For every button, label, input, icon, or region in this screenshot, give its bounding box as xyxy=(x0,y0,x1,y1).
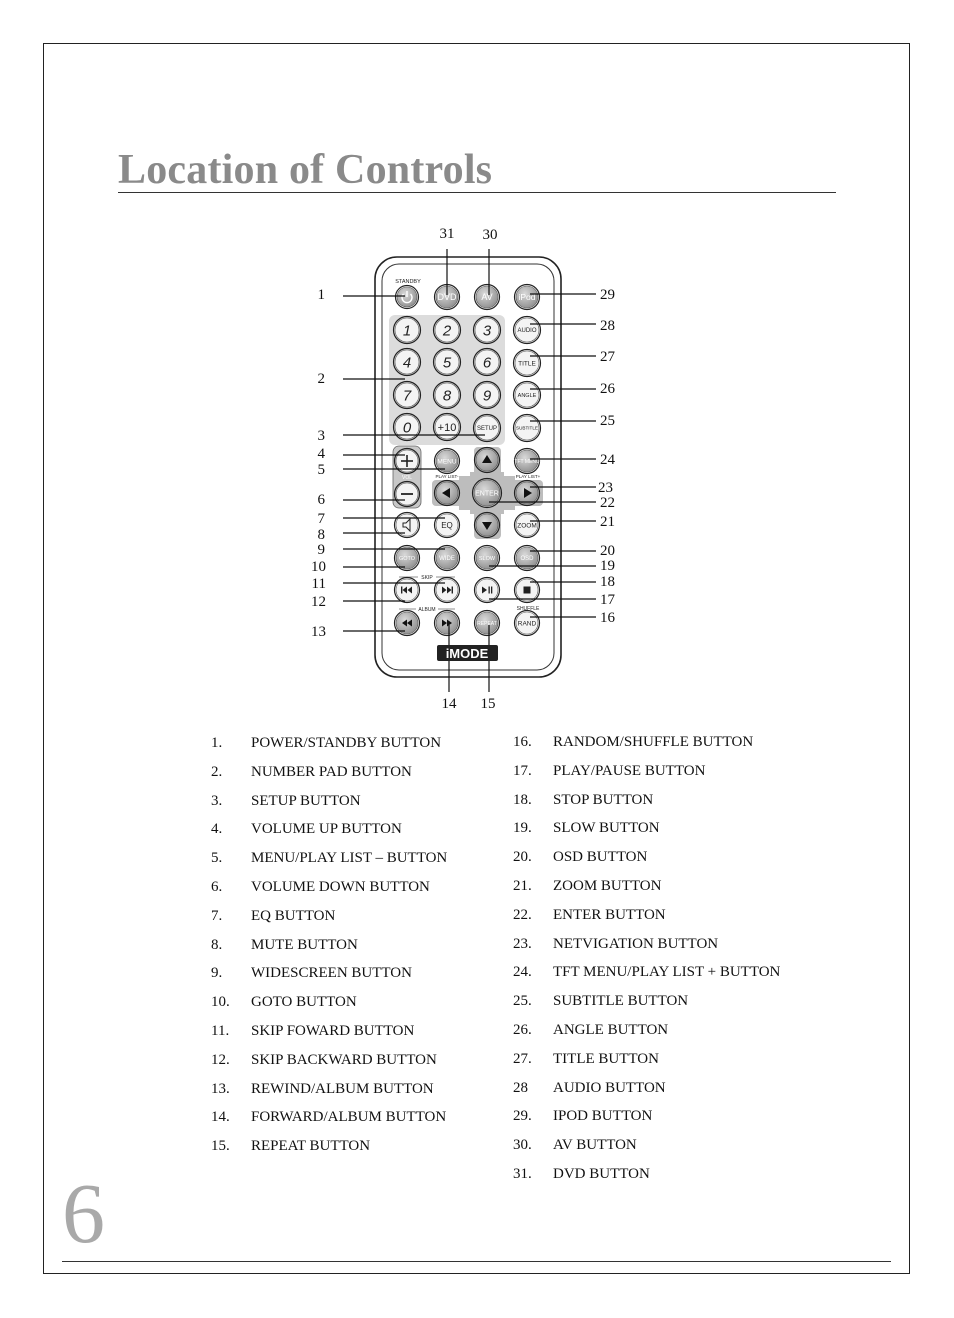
d8-button-label: 8 xyxy=(442,387,452,405)
osd-button-label: OSD xyxy=(520,556,534,563)
voldown-button[interactable] xyxy=(395,482,420,507)
plus10-button[interactable] xyxy=(434,414,461,441)
callout-number-8: 8 xyxy=(317,527,325,543)
control-label: PLAY/PAUSE BUTTON xyxy=(553,762,706,779)
d1-button-label: 1 xyxy=(402,322,412,340)
control-number: 18. xyxy=(513,791,532,808)
control-label: REWIND/ALBUM BUTTON xyxy=(251,1080,434,1097)
subtitle-button[interactable] xyxy=(514,415,541,442)
control-number: 1. xyxy=(211,735,223,751)
slow-button[interactable] xyxy=(475,546,500,571)
d8-button[interactable] xyxy=(434,382,461,409)
control-number: 8. xyxy=(211,936,223,953)
control-label: WIDESCREEN BUTTON xyxy=(251,965,412,982)
volup-button[interactable] xyxy=(395,449,420,474)
menu-button[interactable] xyxy=(435,449,460,474)
callout-number-26: 26 xyxy=(600,381,615,397)
callout-number-30: 30 xyxy=(482,227,498,243)
rand-button-label: RAND xyxy=(517,620,537,628)
callout-number-5: 5 xyxy=(317,462,325,478)
callout-number-18: 18 xyxy=(600,574,615,590)
up-button[interactable] xyxy=(475,448,500,473)
control-number: 25. xyxy=(513,993,532,1010)
callout-number-2: 2 xyxy=(317,371,325,387)
next-button[interactable] xyxy=(435,578,460,603)
control-number: 20. xyxy=(513,849,532,866)
stop-icon xyxy=(524,587,531,594)
callout-number-28: 28 xyxy=(600,318,615,334)
control-number: 4. xyxy=(211,821,223,838)
control-number: 12. xyxy=(211,1051,230,1068)
callout-number-29: 29 xyxy=(600,287,615,303)
d3-button[interactable] xyxy=(474,317,501,344)
control-label: SKIP BACKWARD BUTTON xyxy=(251,1051,437,1068)
callout-number-24: 24 xyxy=(600,452,615,468)
enter-button[interactable] xyxy=(473,479,502,508)
control-label: TFT MENU/PLAY LIST + BUTTON xyxy=(553,964,781,981)
eq-button-label: EQ xyxy=(441,520,453,530)
enter-button-label: ENTER xyxy=(475,490,499,498)
down-button[interactable] xyxy=(475,513,500,538)
d0-button-label: 0 xyxy=(402,419,412,437)
repeat-button[interactable] xyxy=(475,611,500,636)
control-label: AV BUTTON xyxy=(553,1137,637,1154)
control-number: 30. xyxy=(513,1137,532,1154)
callout-number-20: 20 xyxy=(600,543,615,559)
control-label: RANDOM/SHUFFLE BUTTON xyxy=(553,734,754,750)
callout-number-21: 21 xyxy=(600,514,615,530)
control-label: MENU/PLAY LIST – BUTTON xyxy=(251,850,448,867)
control-number: 22. xyxy=(513,906,532,923)
callout-number-22: 22 xyxy=(600,495,615,511)
tftmenu-button-label: TFT MENU xyxy=(514,458,540,465)
ipod-button[interactable] xyxy=(515,285,540,310)
d2-button[interactable] xyxy=(434,317,461,344)
goto-button-label: GOTO xyxy=(398,555,416,562)
d6-button[interactable] xyxy=(474,349,501,376)
repeat-button-label: REPEAT xyxy=(477,620,497,627)
control-number: 28 xyxy=(513,1079,528,1096)
callout-number-19: 19 xyxy=(600,558,615,574)
av-button-label: AV xyxy=(481,292,493,303)
zoom-button-label: ZOOM xyxy=(517,522,537,530)
control-label: VOLUME UP BUTTON xyxy=(251,821,402,838)
play-list-minus-label: PLAY LIST- xyxy=(435,474,459,479)
control-label: REPEAT BUTTON xyxy=(251,1138,371,1155)
control-label: ZOOM BUTTON xyxy=(553,878,662,894)
control-number: 2. xyxy=(211,763,223,780)
control-number: 26. xyxy=(513,1022,532,1038)
callout-number-13: 13 xyxy=(311,624,326,640)
control-number: 10. xyxy=(211,994,230,1011)
control-number: 6. xyxy=(211,879,223,895)
control-number: 21. xyxy=(513,878,532,894)
control-label: TITLE BUTTON xyxy=(553,1050,659,1067)
control-number: 24. xyxy=(513,964,532,981)
osd-button[interactable] xyxy=(515,546,540,571)
d5-button-label: 5 xyxy=(442,354,452,372)
title-button[interactable] xyxy=(514,350,541,377)
control-number: 19. xyxy=(513,820,532,837)
control-number: 27. xyxy=(513,1050,532,1067)
album-label: ALBUM xyxy=(418,607,436,613)
left-button[interactable] xyxy=(435,481,460,506)
control-label: OSD BUTTON xyxy=(553,849,648,866)
callout-number-25: 25 xyxy=(600,413,615,429)
control-number: 7. xyxy=(211,907,223,924)
control-label: GOTO BUTTON xyxy=(251,994,357,1011)
ipod-button-label: iPod xyxy=(518,291,536,302)
setup-button-label: SETUP xyxy=(476,426,498,433)
setup-button[interactable] xyxy=(474,415,501,442)
control-label: VOLUME DOWN BUTTON xyxy=(251,879,430,895)
eq-button[interactable] xyxy=(435,513,460,538)
callout-number-3: 3 xyxy=(317,428,325,444)
standby-label: STANDBY xyxy=(395,279,421,285)
prev-button[interactable] xyxy=(395,578,420,603)
control-label: ENTER BUTTON xyxy=(553,906,666,923)
callout-number-6: 6 xyxy=(317,492,325,508)
shuffle-label: SHUFFLE xyxy=(516,606,540,612)
av-button[interactable] xyxy=(475,285,500,310)
tftmenu-button[interactable] xyxy=(514,449,540,474)
control-label: DVD BUTTON xyxy=(553,1166,650,1182)
d5-button[interactable] xyxy=(434,349,461,376)
d4-button-label: 4 xyxy=(402,354,412,372)
callout-number-11: 11 xyxy=(311,576,326,592)
control-label: NUMBER PAD BUTTON xyxy=(251,763,412,780)
rand-button[interactable] xyxy=(515,611,540,636)
plus10-button-label: +10 xyxy=(437,421,457,434)
bottom-divider xyxy=(62,1261,891,1262)
control-number: 11. xyxy=(211,1023,230,1039)
angle-button-label: ANGLE xyxy=(517,392,537,399)
callout-number-31: 31 xyxy=(439,226,455,242)
control-label: POWER/STANDBY BUTTON xyxy=(251,735,442,751)
d7-button-label: 7 xyxy=(402,387,412,405)
audio-button-label: AUDIO xyxy=(517,328,537,335)
control-number: 31. xyxy=(513,1166,532,1182)
control-number: 17. xyxy=(513,762,532,779)
d9-button-label: 9 xyxy=(482,387,492,405)
control-number: 3. xyxy=(211,792,223,809)
rew-button[interactable] xyxy=(395,611,420,636)
callout-number-15: 15 xyxy=(480,696,496,712)
callout-number-9: 9 xyxy=(317,542,325,558)
callout-number-16: 16 xyxy=(600,610,615,626)
d2-button-label: 2 xyxy=(442,322,452,340)
control-label: AUDIO BUTTON xyxy=(553,1079,666,1096)
callout-number-17: 17 xyxy=(600,592,615,608)
control-label: EQ BUTTON xyxy=(251,907,336,924)
d4-button[interactable] xyxy=(394,349,421,376)
vol-label: VOL xyxy=(401,475,413,481)
control-number: 29. xyxy=(513,1108,532,1125)
control-number: 13. xyxy=(211,1080,230,1097)
control-number: 16. xyxy=(513,734,532,750)
control-label: ANGLE BUTTON xyxy=(553,1022,669,1038)
callout-number-23: 23 xyxy=(598,480,613,496)
control-label: IPOD BUTTON xyxy=(553,1108,653,1125)
control-label: NETVIGATION BUTTON xyxy=(553,935,719,952)
control-number: 9. xyxy=(211,965,223,982)
control-label: SETUP BUTTON xyxy=(251,792,361,809)
control-number: 23. xyxy=(513,935,532,952)
control-label: SKIP FOWARD BUTTON xyxy=(251,1023,415,1039)
control-label: SUBTITLE BUTTON xyxy=(553,993,689,1010)
callout-number-1: 1 xyxy=(317,287,325,303)
d7-button[interactable] xyxy=(394,382,421,409)
audio-button[interactable] xyxy=(514,317,541,344)
menu-button-label: MENU xyxy=(437,458,457,466)
fwd-button[interactable] xyxy=(435,611,460,636)
control-number: 15. xyxy=(211,1138,230,1155)
control-number: 5. xyxy=(211,850,223,867)
page-title: Location of Controls xyxy=(118,147,493,193)
callout-number-7: 7 xyxy=(317,511,325,527)
subtitle-button-label: SUBTITLE xyxy=(516,425,538,431)
d0-button[interactable] xyxy=(394,414,421,441)
callout-number-14: 14 xyxy=(441,696,457,712)
title-button-label: TITLE xyxy=(518,360,536,368)
callout-number-4: 4 xyxy=(317,446,325,462)
callout-number-10: 10 xyxy=(311,559,326,575)
d6-button-label: 6 xyxy=(482,354,492,372)
d9-button[interactable] xyxy=(474,382,501,409)
wide-button-label: WIDE xyxy=(439,556,455,563)
callout-number-27: 27 xyxy=(600,349,615,365)
page-number: 6 xyxy=(62,1165,105,1261)
control-label: SLOW BUTTON xyxy=(553,820,660,837)
d1-button[interactable] xyxy=(394,317,421,344)
control-label: STOP BUTTON xyxy=(553,791,654,808)
skip-label: SKIP xyxy=(421,575,433,581)
dvd-button-label: DVD xyxy=(437,292,457,303)
control-label: MUTE BUTTON xyxy=(251,936,358,953)
zoom-button[interactable] xyxy=(515,513,540,538)
play-list-plus-label: PLAY LIST+ xyxy=(515,474,541,479)
mute-button[interactable] xyxy=(395,513,420,538)
power-button[interactable] xyxy=(396,286,419,309)
d3-button-label: 3 xyxy=(482,322,492,340)
control-number: 14. xyxy=(211,1109,230,1126)
slow-button-label: SLOW xyxy=(478,555,496,562)
control-label: FORWARD/ALBUM BUTTON xyxy=(251,1109,447,1126)
callout-number-12: 12 xyxy=(311,594,326,610)
angle-button[interactable] xyxy=(514,382,541,409)
brand-logo: iMODE xyxy=(445,646,489,661)
